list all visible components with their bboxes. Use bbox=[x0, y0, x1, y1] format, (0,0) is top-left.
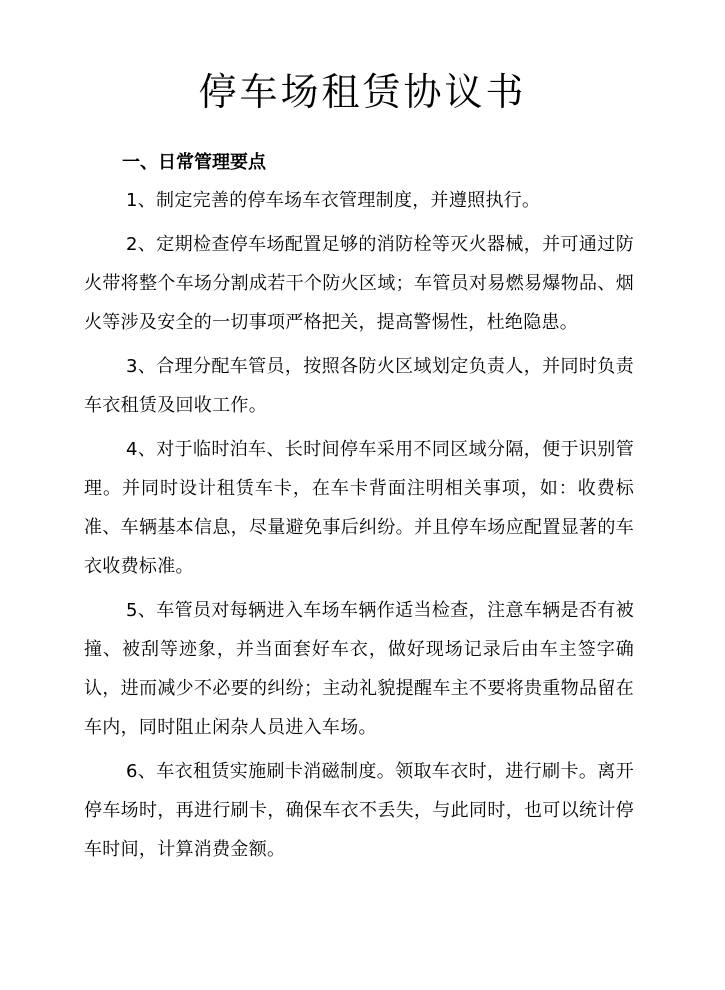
document-title: 停车场租赁协议书 bbox=[198, 70, 527, 114]
paragraph-3: 3、合理分配车管员，按照各防火区域划定负责人，并同时负责车衣租赁及回收工作。 bbox=[84, 356, 634, 416]
paragraph-1: 1、制定完善的停车场车衣管理制度，并遵照执行。 bbox=[126, 190, 541, 211]
paragraph-5: 5、车管员对每辆进入车场车辆作适当检查，注意车辆是否有被撞、被刮等迹象，并当面套好车衣，做好现场记录后由车主签字确认，进而减少不必要的纠纷；主动礼貌提醒车主不要将贵重物品留在车内，同时阻止闲杂人员进入车场。 bbox=[84, 600, 634, 738]
paragraph-2: 2、定期检查停车场配置足够的消防栓等灭火器械，并可通过防火带将整个车场分割成若干个防火区域；车管员对易燃易爆物品、烟火等涉及安全的一切事项严格把关，提高警惕性，杜绝隐患。 bbox=[84, 234, 634, 333]
paragraph-4: 4、对于临时泊车、长时间停车采用不同区域分隔，便于识别管理。并同时设计租赁车卡，在车卡背面注明相关事项，如：收费标准、车辆基本信息，尽量避免事后纠纷。并且停车场应配置显著的车衣收费标准。 bbox=[84, 439, 634, 577]
document-body bbox=[84, 148, 634, 869]
paragraph-6: 6、车衣租赁实施刷卡消磁制度。领取车衣时，进行刷卡。离开停车场时，再进行刷卡，确保车衣不丢失，与此同时，也可以统计停车时间，计算消费金额。 bbox=[84, 761, 634, 860]
section-heading: 一、日常管理要点 bbox=[122, 152, 266, 173]
